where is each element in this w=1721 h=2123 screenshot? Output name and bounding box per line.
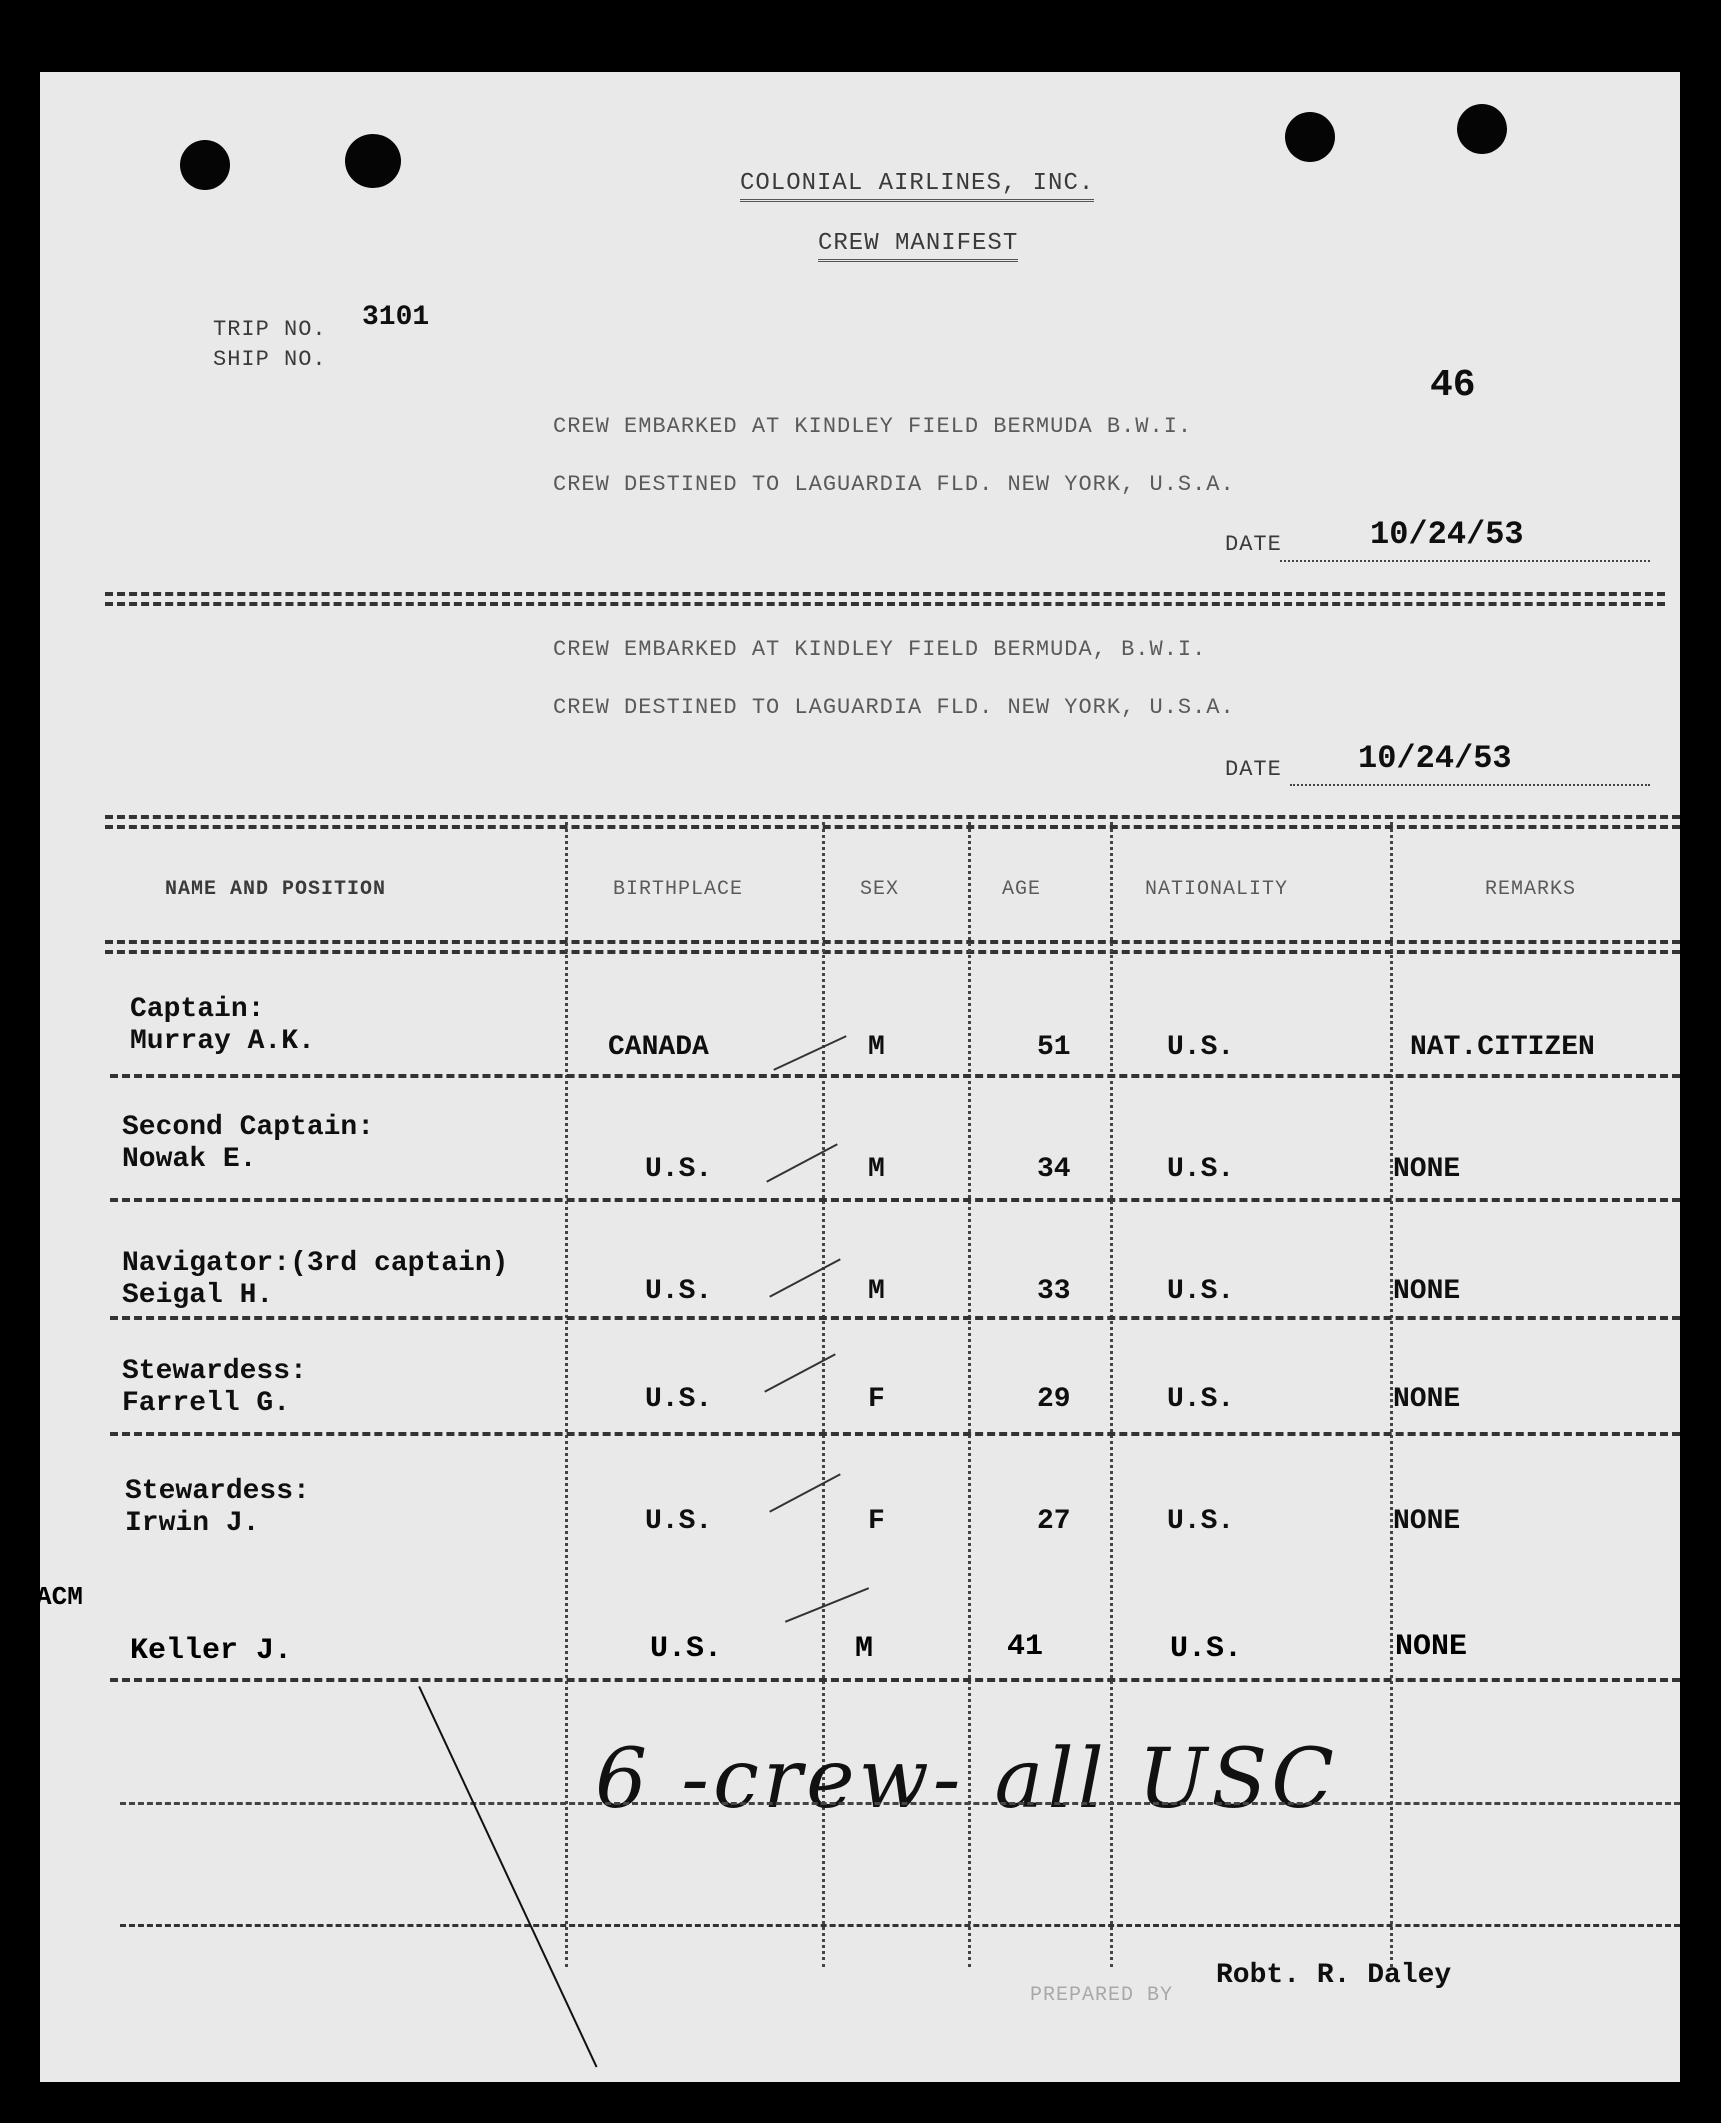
crew-remarks: NAT.CITIZEN	[1410, 1032, 1595, 1063]
crew-age: 51	[1037, 1032, 1071, 1063]
company-name: COLONIAL AIRLINES, INC.	[740, 170, 1094, 202]
crew-nationality: U.S.	[1167, 1154, 1235, 1185]
crew-age: 34	[1037, 1154, 1071, 1185]
crew-sex: M	[868, 1032, 885, 1063]
crew-name: Murray A.K.	[130, 1026, 315, 1057]
crew-age: 27	[1037, 1506, 1071, 1537]
embarked-line-2: CREW EMBARKED AT KINDLEY FIELD BERMUDA, B.W.I.	[553, 637, 1207, 662]
table-top-border	[105, 825, 1680, 829]
crew-birthplace: U.S.	[650, 1632, 723, 1666]
check-mark	[764, 1353, 836, 1392]
date-value-2: 10/24/53	[1358, 740, 1512, 777]
row-divider	[110, 1198, 1680, 1202]
crew-name: Nowak E.	[122, 1144, 257, 1175]
section-divider	[105, 592, 1665, 596]
punch-hole	[1285, 112, 1335, 162]
crew-remarks: NONE	[1393, 1276, 1461, 1307]
crew-position: Navigator:(3rd captain)	[122, 1248, 509, 1279]
page-number: 46	[1430, 364, 1476, 407]
header-sex: SEX	[860, 878, 900, 901]
crew-birthplace: U.S.	[645, 1384, 713, 1415]
header-birthplace: BIRTHPLACE	[613, 878, 744, 901]
crew-name: Irwin J.	[125, 1508, 260, 1539]
row-divider	[110, 1074, 1680, 1078]
check-mark	[766, 1143, 838, 1182]
pencil-stroke	[418, 1686, 597, 2067]
crew-position: Second Captain:	[122, 1112, 375, 1143]
header-bottom-border	[105, 940, 1680, 944]
punch-hole	[1457, 104, 1507, 154]
crew-nationality: U.S.	[1167, 1032, 1235, 1063]
crew-age: 41	[1007, 1630, 1044, 1664]
row-divider	[110, 1316, 1680, 1320]
header-age: AGE	[1002, 878, 1042, 901]
check-mark	[769, 1473, 841, 1512]
crew-remarks: NONE	[1395, 1630, 1468, 1664]
row-divider	[110, 1432, 1680, 1436]
crew-position: Stewardess:	[125, 1476, 310, 1507]
check-mark	[773, 1035, 846, 1071]
crew-position: Captain:	[130, 994, 265, 1025]
trip-number-label: TRIP NO.	[213, 317, 327, 342]
manifest-page	[36, 72, 1680, 2082]
crew-sex: M	[868, 1154, 885, 1185]
punch-hole	[180, 140, 230, 190]
trip-number-value: 3101	[362, 302, 430, 333]
crew-birthplace: U.S.	[645, 1506, 713, 1537]
crew-birthplace: U.S.	[645, 1154, 713, 1185]
destined-line-2: CREW DESTINED TO LAGUARDIA FLD. NEW YORK, U.S.A.	[553, 695, 1235, 720]
column-divider	[565, 822, 568, 1967]
header-nationality: NATIONALITY	[1145, 878, 1289, 901]
table-bottom-border	[120, 1924, 1680, 1927]
embarked-line-1: CREW EMBARKED AT KINDLEY FIELD BERMUDA B.W.I.	[553, 414, 1193, 439]
crew-sex: F	[868, 1384, 885, 1415]
header-remarks: REMARKS	[1485, 878, 1577, 901]
crew-remarks: NONE	[1393, 1506, 1461, 1537]
punch-hole	[345, 134, 401, 188]
destined-line-1: CREW DESTINED TO LAGUARDIA FLD. NEW YORK, U.S.A.	[553, 472, 1235, 497]
header-name-position: NAME AND POSITION	[165, 878, 387, 901]
date-label-1: DATE	[1225, 532, 1282, 557]
table-top-border	[105, 815, 1680, 819]
crew-nationality: U.S.	[1167, 1506, 1235, 1537]
check-mark	[785, 1587, 869, 1623]
crew-age: 33	[1037, 1276, 1071, 1307]
crew-nationality: U.S.	[1170, 1632, 1243, 1666]
handwritten-note: 6 -crew- all USC	[595, 1732, 1338, 1827]
crew-name: Keller J.	[130, 1634, 293, 1668]
crew-position: ACM	[36, 1582, 83, 1612]
date-label-2: DATE	[1225, 757, 1282, 782]
check-mark	[769, 1258, 841, 1297]
crew-age: 29	[1037, 1384, 1071, 1415]
crew-remarks: NONE	[1393, 1154, 1461, 1185]
prepared-by-label: PREPARED BY	[1030, 1984, 1174, 2007]
header-bottom-border	[105, 950, 1680, 954]
crew-nationality: U.S.	[1167, 1276, 1235, 1307]
date-underline-2	[1290, 784, 1650, 786]
ship-number-label: SHIP NO.	[213, 347, 327, 372]
crew-position: Stewardess:	[122, 1356, 307, 1387]
crew-name: Farrell G.	[122, 1388, 291, 1419]
prepared-by-name: Robt. R. Daley	[1216, 1960, 1452, 1991]
date-underline-1	[1280, 560, 1650, 562]
crew-remarks: NONE	[1393, 1384, 1461, 1415]
crew-nationality: U.S.	[1167, 1384, 1235, 1415]
crew-sex: M	[868, 1276, 885, 1307]
crew-birthplace: CANADA	[608, 1032, 709, 1063]
crew-birthplace: U.S.	[645, 1276, 713, 1307]
document-title: CREW MANIFEST	[818, 230, 1018, 262]
crew-sex: M	[855, 1632, 874, 1666]
date-value-1: 10/24/53	[1370, 516, 1524, 553]
row-divider	[120, 1802, 1680, 1805]
crew-sex: F	[868, 1506, 885, 1537]
crew-name: Seigal H.	[122, 1280, 274, 1311]
section-divider	[105, 602, 1665, 606]
row-divider	[110, 1678, 1680, 1682]
